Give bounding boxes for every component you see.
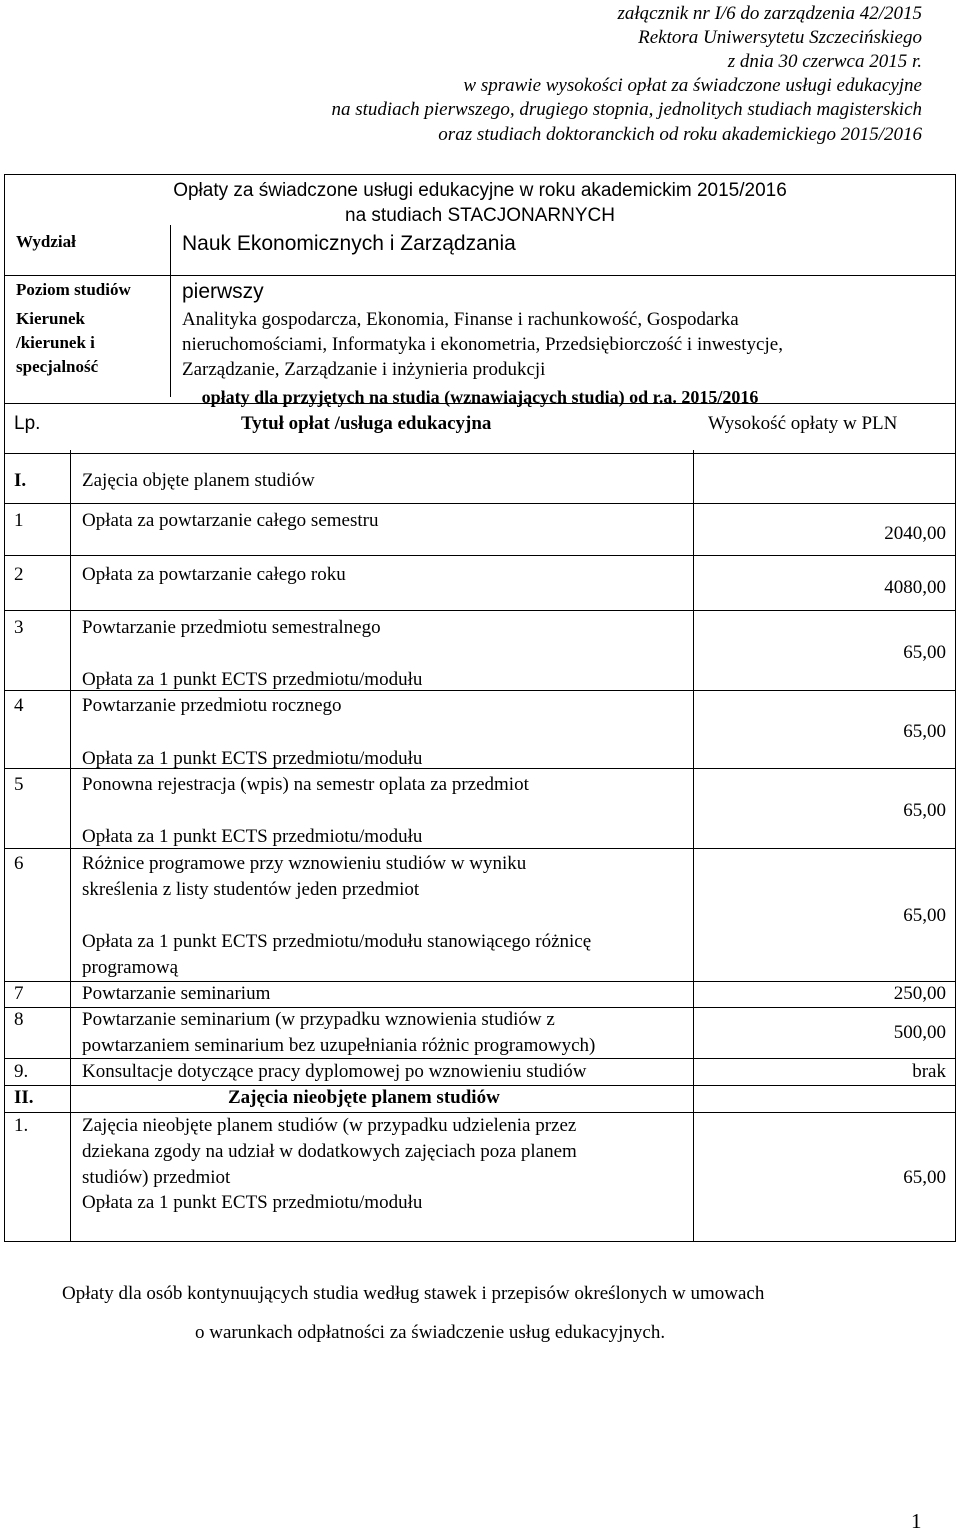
section-2-number: II. bbox=[14, 1087, 34, 1108]
row-4-text: Powtarzanie przedmiotu rocznego bbox=[82, 695, 342, 716]
row-7-amount: 250,00 bbox=[893, 983, 946, 1004]
row-1-number: 1 bbox=[14, 510, 24, 531]
divider bbox=[5, 610, 955, 611]
row-7-number: 7 bbox=[14, 983, 24, 1004]
divider bbox=[5, 848, 955, 849]
divider bbox=[5, 981, 955, 982]
column-header-amount: Wysokość opłaty w PLN bbox=[708, 413, 898, 434]
row-2-number: 2 bbox=[14, 564, 24, 585]
row-6-text-line-1: Różnice programowe przy wznowieniu studiów w wyniku bbox=[82, 853, 527, 874]
row-8-text-line-2: powtarzaniem seminarium bez uzupełniania różnic programowych) bbox=[82, 1035, 596, 1056]
faculty-value: Nauk Ekonomicznych i Zarządzania bbox=[182, 232, 516, 255]
divider bbox=[170, 225, 171, 397]
column-header-lp: Lp. bbox=[14, 413, 41, 434]
row-8-number: 8 bbox=[14, 1009, 24, 1030]
row-3-ects-text: Opłata za 1 punkt ECTS przedmiotu/modułu bbox=[82, 669, 423, 690]
field-value-line-3: Zarządzanie, Zarządzanie i inżynieria produkcji bbox=[182, 359, 546, 380]
section-2-title: Zajęcia nieobjęte planem studiów bbox=[228, 1087, 500, 1108]
divider bbox=[5, 1058, 955, 1059]
header-subject-line-2: na studiach pierwszego, drugiego stopnia, jednolitych studiach magisterskich bbox=[331, 99, 922, 120]
row-2-1-number: 1. bbox=[14, 1115, 29, 1136]
row-2-text: Opłata za powtarzanie całego roku bbox=[82, 564, 346, 585]
divider bbox=[5, 555, 955, 556]
subtitle: opłaty dla przyjętych na studia (wznawiających studia) od r.a. 2015/2016 bbox=[201, 387, 759, 407]
row-4-ects-text: Opłata za 1 punkt ECTS przedmiotu/modułu bbox=[82, 748, 423, 769]
row-9-text: Konsultacje dotyczące pracy dyplomowej po wznowieniu studiów bbox=[82, 1061, 587, 1082]
row-2-1-text-line-2: dziekana zgody na udział w dodatkowych zajęciach poza planem bbox=[82, 1141, 577, 1162]
field-label-1: Kierunek bbox=[16, 309, 85, 328]
header-subject-line-3: oraz studiach doktoranckich od roku akademickiego 2015/2016 bbox=[438, 124, 922, 145]
row-4-number: 4 bbox=[14, 695, 24, 716]
row-2-1-ects-text: Opłata za 1 punkt ECTS przedmiotu/modułu bbox=[82, 1192, 423, 1213]
header-rector-line: Rektora Uniwersytetu Szczecińskiego bbox=[638, 27, 922, 48]
row-2-1-text-line-1: Zajęcia nieobjęte planem studiów (w przypadku udzielenia przez bbox=[82, 1115, 577, 1136]
row-3-number: 3 bbox=[14, 617, 24, 638]
faculty-label: Wydział bbox=[16, 232, 76, 251]
header-date-line: z dnia 30 czerwca 2015 r. bbox=[727, 51, 922, 72]
row-6-text-line-2: skreślenia z listy studentów jeden przedmiot bbox=[82, 879, 420, 900]
row-6-amount: 65,00 bbox=[903, 905, 946, 926]
row-8-text-line-1: Powtarzanie seminarium (w przypadku wznowienia studiów z bbox=[82, 1009, 555, 1030]
footer-note-line-2: o warunkach odpłatności za świadczenie usług edukacyjnych. bbox=[195, 1322, 666, 1343]
page-number: 1 bbox=[911, 1509, 922, 1533]
divider bbox=[5, 1085, 955, 1086]
row-2-1-text-line-3: studiów) przedmiot bbox=[82, 1167, 231, 1188]
table-title-line-1: Opłaty za świadczone usługi edukacyjne w roku akademickim 2015/2016 bbox=[173, 180, 787, 201]
header-attachment-line: załącznik nr I/6 do zarządzenia 42/2015 bbox=[617, 3, 922, 24]
row-9-number: 9. bbox=[14, 1061, 29, 1082]
field-value-line-1: Analityka gospodarcza, Ekonomia, Finanse i rachunkowość, Gospodarka bbox=[182, 309, 739, 330]
row-5-number: 5 bbox=[14, 774, 24, 795]
divider bbox=[5, 275, 955, 276]
divider bbox=[5, 1007, 955, 1008]
field-label-3: specjalność bbox=[16, 357, 99, 376]
row-5-ects-text: Opłata za 1 punkt ECTS przedmiotu/modułu bbox=[82, 826, 423, 847]
row-5-amount: 65,00 bbox=[903, 800, 946, 821]
divider bbox=[693, 450, 694, 1241]
row-7-text: Powtarzanie seminarium bbox=[82, 983, 271, 1004]
row-3-amount: 65,00 bbox=[903, 642, 946, 663]
row-5-text: Ponowna rejestracja (wpis) na semestr oplata za przedmiot bbox=[82, 774, 529, 795]
divider bbox=[5, 503, 955, 504]
column-header-title: Tytuł opłat /usługa edukacyjna bbox=[241, 413, 492, 434]
row-2-1-amount: 65,00 bbox=[903, 1167, 946, 1188]
row-6-number: 6 bbox=[14, 853, 24, 874]
divider bbox=[5, 1112, 955, 1113]
row-8-amount: 500,00 bbox=[893, 1022, 946, 1043]
section-1-title: Zajęcia objęte planem studiów bbox=[82, 470, 315, 491]
divider bbox=[70, 450, 71, 1241]
section-1-number: I. bbox=[14, 470, 27, 491]
study-level-value: pierwszy bbox=[182, 280, 264, 303]
row-2-amount: 4080,00 bbox=[884, 577, 946, 598]
row-6-text-line-4: programową bbox=[82, 957, 179, 978]
field-value-line-2: nieruchomościami, Informatyka i ekonometria, Przedsiębiorczość i inwestycje, bbox=[182, 334, 783, 355]
row-3-text: Powtarzanie przedmiotu semestralnego bbox=[82, 617, 381, 638]
row-1-amount: 2040,00 bbox=[884, 523, 946, 544]
table-title-line-2: na studiach STACJONARNYCH bbox=[345, 205, 615, 226]
row-6-ects-text: Opłata za 1 punkt ECTS przedmiotu/modułu stanowiącego różnicę bbox=[82, 931, 592, 952]
study-level-label: Poziom studiów bbox=[16, 280, 131, 299]
row-4-amount: 65,00 bbox=[903, 721, 946, 742]
row-1-text: Opłata za powtarzanie całego semestru bbox=[82, 510, 379, 531]
row-9-amount: brak bbox=[912, 1061, 946, 1082]
header-subject-line-1: w sprawie wysokości opłat za świadczone usługi edukacyjne bbox=[463, 75, 922, 96]
field-label-2: /kierunek i bbox=[16, 333, 95, 352]
divider bbox=[5, 453, 955, 454]
footer-note-line-1: Opłaty dla osób kontynuujących studia według stawek i przepisów określonych w umowach bbox=[62, 1283, 765, 1304]
